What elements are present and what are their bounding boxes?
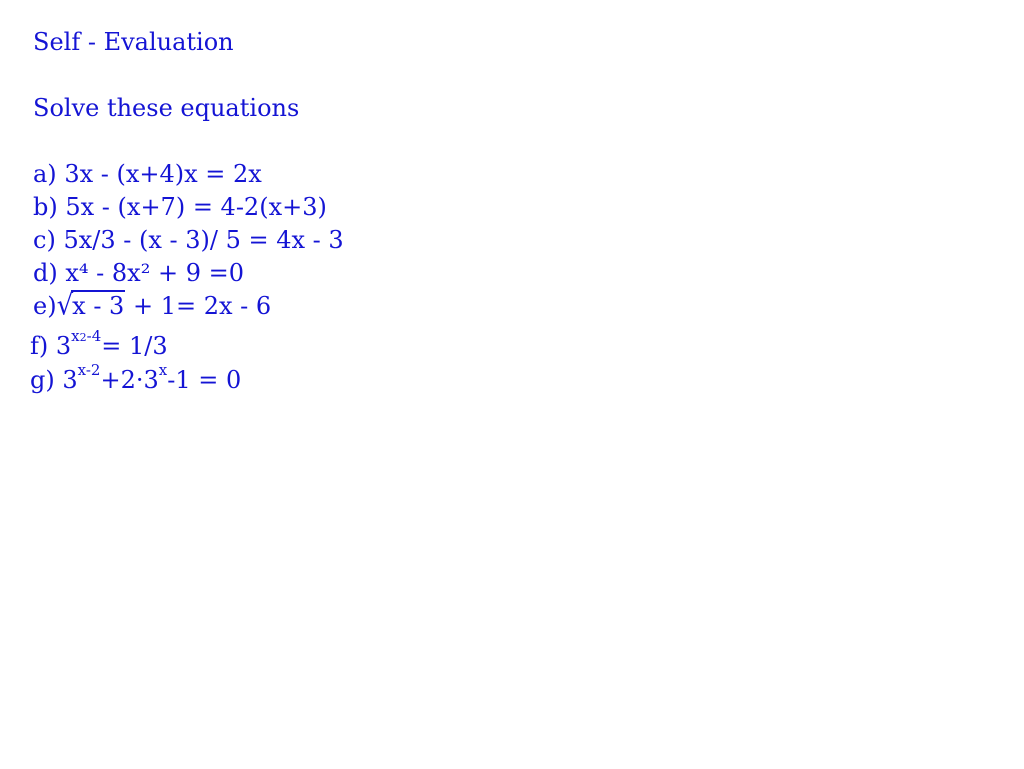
exponent: x2-4 [71,327,102,345]
equation-e [33,290,271,323]
equation-d [33,257,244,290]
equation-text: -1 = 0 [167,366,242,394]
equation-middle: +2·3 [100,366,159,394]
exponent: x-2 [77,361,101,379]
equation-c [33,224,344,257]
slide-title: Self - Evaluation [33,28,234,56]
radical-sign-icon: √ [56,289,74,323]
equation-f [30,327,168,363]
instruction-text: Solve these equations [33,94,300,122]
radicand: x - 3 [72,292,125,320]
equation-base: 3 [62,366,78,394]
equation-label: g) [30,366,55,394]
equation-g [30,361,242,397]
equation-label: a) [33,160,57,188]
equation-text: = 1/3 [101,332,168,360]
equation-label: b) [33,193,58,221]
exponent: x [158,361,168,379]
square-root [57,290,126,323]
equation-label: c) [33,226,56,254]
equation-label: d) [33,259,58,287]
equation-text: x⁴ - 8x² + 9 =0 [65,259,244,287]
equation-base: 3 [55,332,72,360]
equation-label: e) [33,292,57,320]
equation-text: + 1= 2x - 6 [132,292,272,320]
equation-b [33,191,327,224]
equation-text: 5x/3 - (x - 3)/ 5 = 4x - 3 [63,226,344,254]
equation-a [33,158,262,191]
equation-text: 5x - (x+7) = 4-2(x+3) [65,193,327,221]
equation-text: 3x - (x+4)x = 2x [64,160,262,188]
equation-label: f) [30,332,49,360]
